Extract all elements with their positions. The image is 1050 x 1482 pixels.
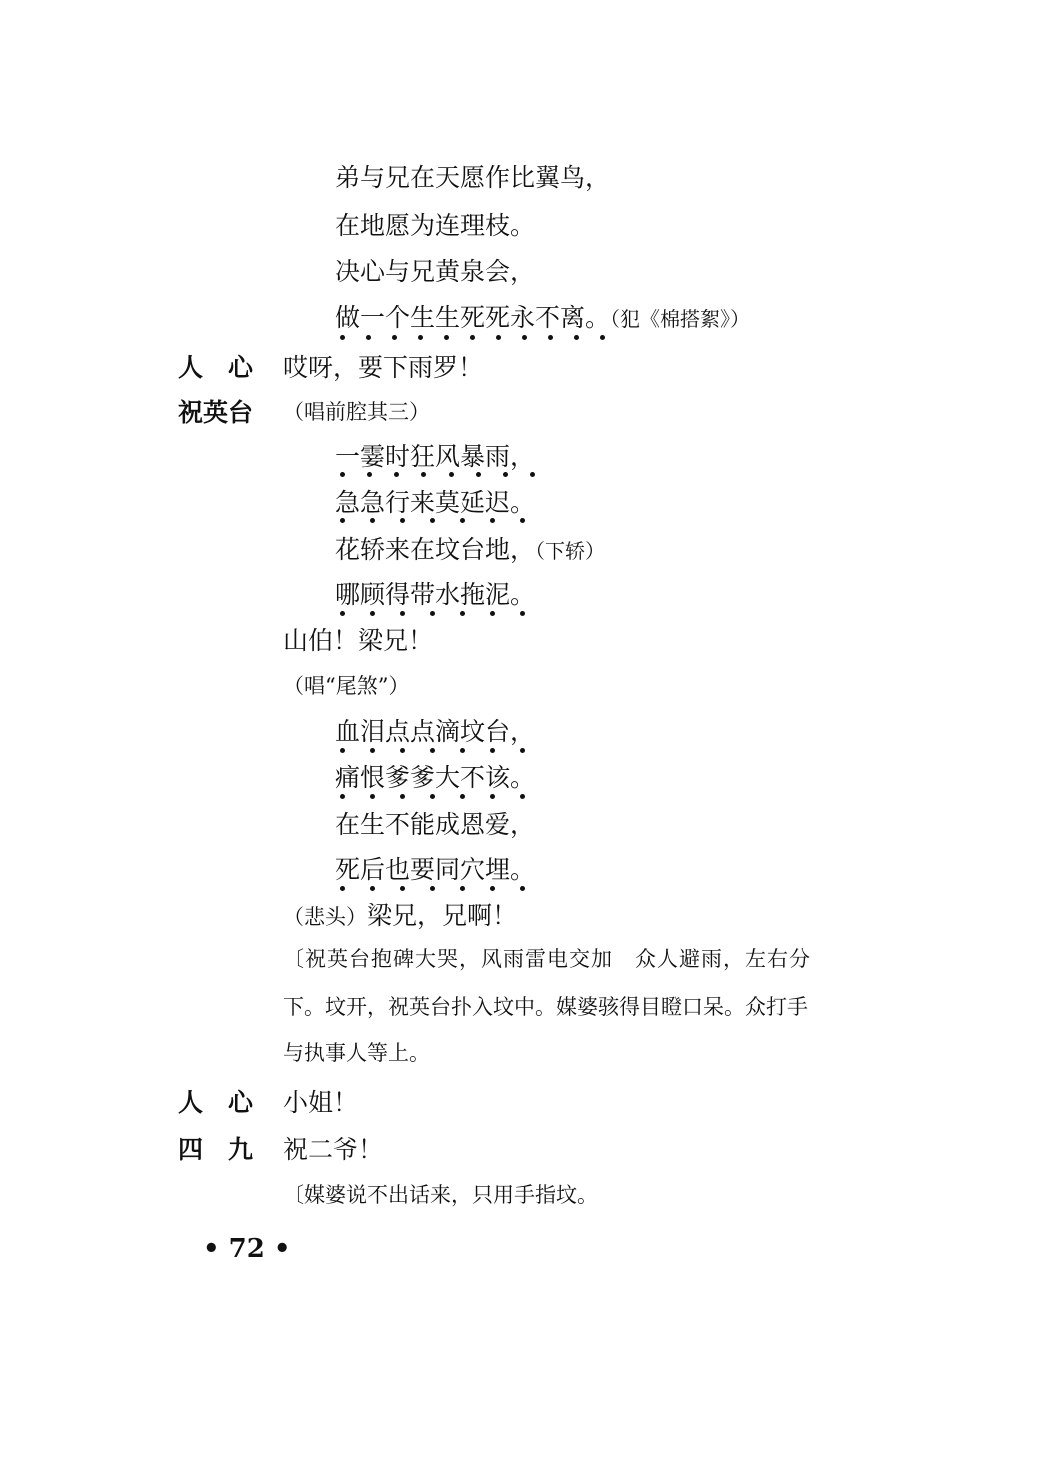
stage-note: （唱“尾煞”） (283, 674, 410, 698)
stage-note: （下轿） (535, 539, 606, 563)
emphasis-dot (400, 611, 405, 616)
dialogue-text: 祝二爷！ (283, 1135, 384, 1164)
emphasis-dot (430, 794, 435, 799)
emphasis-dot (460, 886, 465, 891)
speaker-name: 四 九 (178, 1135, 254, 1164)
emphasis-dot (367, 472, 372, 477)
dialogue-text: 山伯！梁兄！ (283, 626, 434, 655)
emphasis-dot (522, 335, 527, 340)
emphasis-dot (392, 335, 397, 340)
tune-note: （犯《棉搭絮》） (610, 307, 751, 331)
emphasis-dot (574, 335, 579, 340)
stage-note: （悲头） (283, 905, 367, 929)
emphasis-dot (340, 611, 345, 616)
emphasis-dot (400, 886, 405, 891)
emphasis-dot (370, 518, 375, 523)
emphasis-dot (370, 611, 375, 616)
emphasis-dot (430, 611, 435, 616)
emphasis-dots (340, 335, 600, 341)
emphasis-dot (430, 886, 435, 891)
emphasis-dot (460, 518, 465, 523)
emphasis-dot (520, 886, 525, 891)
stage-direction-line: 下。坟开，祝英台扑入坟中。媒婆骇得目瞪口呆。众打手 (283, 995, 808, 1019)
verse-line (335, 305, 750, 330)
emphasis-dot (496, 335, 501, 340)
verse-line: 痛恨爹爹大不该。 (335, 763, 536, 792)
emphasis-dot (530, 472, 535, 477)
emphasis-dot (490, 518, 495, 523)
emphasis-dot (490, 886, 495, 891)
emphasis-dot (340, 335, 345, 340)
verse-line: 血泪点点滴坟台， (335, 717, 536, 746)
emphasis-dots (340, 794, 520, 800)
verse-line: 弟与兄在天愿作比翼鸟， (335, 163, 611, 192)
speaker-name: 人 心 (178, 353, 254, 382)
verse-text: 花轿来在坟台地， (335, 535, 536, 564)
page-number: • 72 • (203, 1234, 291, 1264)
emphasis-dot (460, 611, 465, 616)
emphasis-dot (444, 335, 449, 340)
emphasis-dot (430, 748, 435, 753)
stage-direction-line: 与执事人等上。 (283, 1041, 430, 1065)
emphasis-dot (421, 472, 426, 477)
emphasis-dots (340, 611, 520, 617)
emphasis-dot (520, 748, 525, 753)
verse-line: 一霎时狂风暴雨， (335, 442, 536, 471)
verse-line: 死后也要同穴埋。 (335, 855, 536, 884)
emphasis-dot (476, 472, 481, 477)
emphasis-dot (470, 335, 475, 340)
emphasis-dot (460, 794, 465, 799)
emphasis-dot (340, 886, 345, 891)
speaker-name: 祝英台 (178, 398, 254, 427)
verse-line: 决心与兄黄泉会， (335, 257, 536, 286)
emphasis-dot (520, 611, 525, 616)
stage-direction-line: 〔媒婆说不出话来，只用手指坟。 (283, 1183, 598, 1207)
verse-line: 在生不能成恩爱， (335, 810, 536, 839)
emphasis-dot (370, 794, 375, 799)
verse-line: 急急行来莫延迟。 (335, 488, 536, 517)
emphasis-dot (600, 335, 605, 340)
emphasis-dot (340, 748, 345, 753)
emphasis-dot (340, 794, 345, 799)
stage-direction-line: 〔祝英台抱碑大哭，风雨雷电交加 众人避雨，左右分 (283, 947, 811, 971)
emphasis-dot (418, 335, 423, 340)
emphasis-dot (503, 472, 508, 477)
emphasis-dots (340, 518, 520, 524)
emphasis-dot (340, 518, 345, 523)
speaker-name: 人 心 (178, 1088, 254, 1117)
emphasis-dot (520, 794, 525, 799)
emphasis-dots (340, 472, 530, 478)
verse-line: 哪顾得带水拖泥。 (335, 580, 536, 609)
emphasis-dots (340, 886, 520, 892)
verse-text: 做一个生生死死永不离。 (335, 303, 611, 332)
emphasis-dot (490, 748, 495, 753)
emphasis-dot (520, 518, 525, 523)
emphasis-dot (490, 794, 495, 799)
dialogue-line: 梁兄，兄啊！ (367, 901, 518, 930)
emphasis-dot (449, 472, 454, 477)
stage-note: （唱前腔其三） (283, 400, 430, 424)
dialogue-text: 小姐！ (283, 1088, 359, 1117)
emphasis-dot (460, 748, 465, 753)
verse-line: 在地愿为连理枝。 (335, 211, 536, 240)
emphasis-dot (370, 748, 375, 753)
emphasis-dot (394, 472, 399, 477)
emphasis-dot (430, 518, 435, 523)
emphasis-dot (400, 518, 405, 523)
dialogue-text: 哎呀，要下雨罗！ (283, 353, 484, 382)
emphasis-dots (340, 748, 520, 754)
verse-line (335, 537, 605, 562)
emphasis-dot (400, 748, 405, 753)
emphasis-dot (400, 794, 405, 799)
emphasis-dot (340, 472, 345, 477)
emphasis-dot (366, 335, 371, 340)
dialogue-text (283, 903, 517, 928)
emphasis-dot (370, 886, 375, 891)
emphasis-dot (490, 611, 495, 616)
emphasis-dot (548, 335, 553, 340)
